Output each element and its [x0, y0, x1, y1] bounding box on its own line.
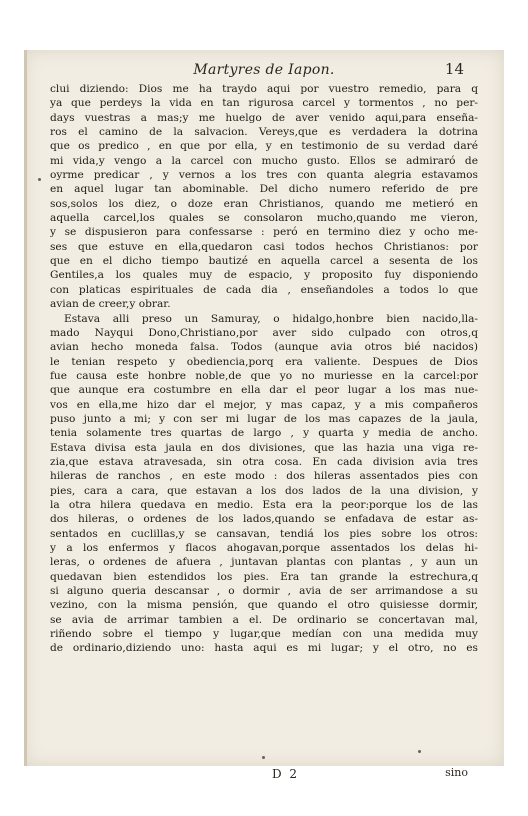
text-line: en aquel lugar tan abominable. Del dicho numero referido de pre	[50, 183, 478, 196]
text-line: hileras de ranchos , en este modo : dos hileras assentados pies con	[50, 470, 478, 483]
page-number: 14	[444, 60, 464, 78]
text-line: se avia de arrimar tambien a el. De ordinario se concertavan mal,	[50, 613, 478, 626]
text-line: dos hileras, o ordenes de los lados,quando se enfadava de estar as-	[50, 513, 478, 526]
text-line: mado Nayqui Dono,Christiano,por aver sido culpado con otros,q	[50, 326, 478, 339]
text-line: sentados en cuclillas,y se cansavan, tendiá los pies sobre los otros:	[50, 527, 478, 540]
text-line: sos,solos los diez, o doze eran Christianos, quando me metieró en	[50, 197, 478, 210]
page-binding-edge	[24, 50, 27, 766]
text-line: que aunque era costumbre en ella dar el peor lugar a los mas nue-	[50, 384, 478, 397]
text-line: pies, cara a cara, que estavan a los dos lados de la una division, y	[50, 484, 478, 497]
ink-speck	[262, 756, 265, 759]
text-line: ya que perdeys la vida en tan rigurosa carcel y tormentos , no per-	[50, 97, 478, 110]
signature-mark: D 2	[272, 767, 300, 781]
ink-speck	[38, 178, 41, 181]
text-line: clui diziendo: Dios me ha traydo aqui por vuestro remedio, para q	[50, 83, 478, 95]
text-line: que os predico , en que por ella, y en testimonio de su verdad daré	[50, 140, 478, 153]
text-line: avian hecho moneda falsa. Todos (aunque avia otros bié nacidos)	[50, 341, 478, 354]
text-line: ros el camino de la salvacion. Vereys,que es verdadera la dotrina	[50, 126, 478, 139]
body-text	[50, 82, 478, 656]
text-line: fue causa este honbre noble,de que yo no muriesse en la carcel:por	[50, 369, 478, 382]
text-line: y a los enfermos y flacos ahogavan,porque assentados los delas hi-	[50, 542, 478, 554]
running-head	[24, 60, 504, 82]
text-line: le tenian respeto y obediencia,porq era valiente. Despues de Dios	[50, 355, 478, 368]
text-line: quedavan bien estendidos los pies. Era tan grande la estrechura,q	[50, 570, 478, 583]
text-line: leras, o ordenes de afuera , juntavan plantas con plantas , y aun un	[50, 556, 478, 569]
text-line: y se dispusieron para confessarse : peró en termino diez y ocho me-	[50, 226, 478, 239]
text-line: vezino, con la misma pensión, que quando el otro quisiesse dormir,	[50, 599, 478, 612]
text-line: riñendo sobre el tiempo y lugar,que medían con una medida muy	[50, 628, 478, 641]
text-line: la otra hilera quedava en medio. Esta era la peor:porque los de las	[50, 498, 478, 511]
text-line: Gentiles,a los quales muy de espacio, y proposito fuy disponiendo	[50, 269, 478, 282]
text-line: con platicas espirituales de cada dia , enseñandoles a todos lo que	[50, 283, 478, 296]
text-line: mi vida,y vengo a la carcel con mucho gusto. Ellos se admiraró de	[50, 154, 478, 167]
text-line: Estava alli preso un Samuray, o hidalgo,honbre bien nacido,lla-	[64, 312, 478, 325]
text-line: puso junto a mi; y con ser mi lugar de los mas capazes de la jaula,	[50, 412, 478, 425]
text-line: vos en ella,me hizo dar el mejor, y mas capaz, y a mis compañeros	[50, 398, 478, 411]
text-line: ses que estuve en ella,quedaron casi todos hechos Christianos: por	[50, 240, 478, 253]
catchword: sino	[445, 766, 468, 779]
text-line: oyrme predicar , y vernos a los tres con quanta alegria estavamos	[50, 169, 478, 182]
ink-speck	[418, 750, 421, 753]
text-line: zia,que estava atravesada, sin otra cosa. En cada division avia tres	[50, 455, 478, 468]
text-line: si alguno queria descansar , o dormir , avia de ser arrimandose a su	[50, 585, 478, 598]
text-line: aquella carcel,los quales se consolaron mucho,quando me vieron,	[50, 212, 478, 225]
running-title: Martyres de Iapon.	[193, 62, 335, 78]
text-line: que en el dicho tiempo bautizé en aquella carcel a sesenta de los	[50, 255, 478, 268]
text-line: tenia solamente tres quartas de largo , y quarta y media de ancho.	[50, 427, 478, 440]
text-line: de ordinario,diziendo uno: hasta aqui es mi lugar; y el otro, no es	[50, 642, 478, 655]
text-line: avian de creer,y obrar.	[50, 298, 171, 311]
text-line: days vuestras a mas;y me huelgo de aver venido aqui,para enseña-	[50, 111, 478, 124]
text-line: Estava divisa esta jaula en dos divisiones, que las hazia una viga re-	[50, 441, 478, 454]
